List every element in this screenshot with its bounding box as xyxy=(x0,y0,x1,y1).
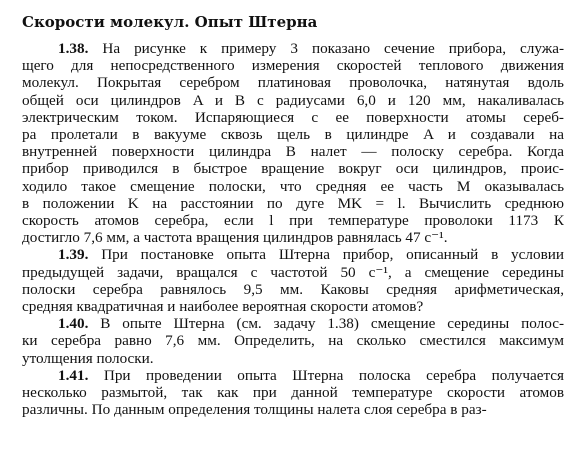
problem-1-38-line-8: прибор приводился в быстрое вращение вокруг оси цилиндров, проис- xyxy=(22,160,564,178)
problem-1-41-line-1 xyxy=(58,367,564,384)
problem-1-38-line-5: электрическим током. Испаряющиеся с ее поверхности атомы сереб- xyxy=(22,108,564,126)
problem-1-39-line-1: 1.39. При постановке опыта Штерна прибор, описанный в условии xyxy=(58,246,564,264)
problem-1-41-line-3: различны. По данным определения толщины налета слоя серебра в раз- xyxy=(22,401,487,419)
problem-1-38-line-3: молекул. Покрытая серебром платиновая проволочка, натянутая вдоль xyxy=(22,74,564,92)
problem-1-40-line-3: утолщения полоски. xyxy=(22,349,154,367)
problem-1-39-line-2: предыдущей задачи, вращался с частотой 50 с⁻¹, а смещение середины xyxy=(22,263,564,281)
problem-number: 1.39. xyxy=(58,246,89,264)
problem-1-38-line-7: внутренней поверхности цилиндра B налет — полоску серебра. Когда xyxy=(22,143,564,161)
problem-text: При проведении опыта Штерна полоска серебра получается xyxy=(103,366,564,384)
problem-1-38-line-11: скорость атомов серебра, если l при температуре проволоки 1173 К xyxy=(22,212,564,229)
problem-number: 1.40. xyxy=(58,315,89,333)
problem-1-38-line-12: достигло 7,6 мм, а частота вращения цилиндров равнялась 47 с⁻¹. xyxy=(22,229,448,247)
problem-1-40-line-2: ки серебра равно 7,6 мм. Определить, на сколько сместился максимум xyxy=(22,332,564,350)
problem-1-38-line-4: общей оси цилиндров A и B с радиусами 6,0 и 120 мм, накаливалась xyxy=(22,91,564,109)
problem-1-38-line-1: 1.38. На рисунке к примеру 3 показано сечение прибора, служа- xyxy=(58,40,564,57)
problem-1-40-line-1: 1.40. В опыте Штерна (см. задачу 1.38) смещение середины полос- xyxy=(58,315,564,333)
problem-1-38-line-9: ходило такое смещение полоски, что средняя ее часть M оказывалась xyxy=(22,177,564,195)
problem-1-41-line-2: несколько размытой, так как при данной температуре скорости атомов xyxy=(22,384,564,401)
problem-1-38-line-2: щего для непосредственного измерения скоростей теплового движения xyxy=(22,57,564,75)
problem-1-38-line-10: в положении K на расстоянии по дуге MK = l. Вычислить среднюю xyxy=(22,194,564,212)
problem-1-38-line-6: ра пролетали в вакууме сквозь щель в цилиндре A и создавали на xyxy=(22,126,564,143)
problem-number: 1.38. xyxy=(58,40,89,57)
section-title: Скорости молекул. Опыт Штерна xyxy=(22,13,318,31)
problem-1-39-line-4: средняя квадратичная и наиболее вероятная скорости атомов? xyxy=(22,298,424,315)
problem-1-39-line-3: полоски серебра равнялось 9,5 мм. Каковы средняя арифметическая, xyxy=(22,280,564,298)
problem-number: 1.41. xyxy=(58,366,89,384)
